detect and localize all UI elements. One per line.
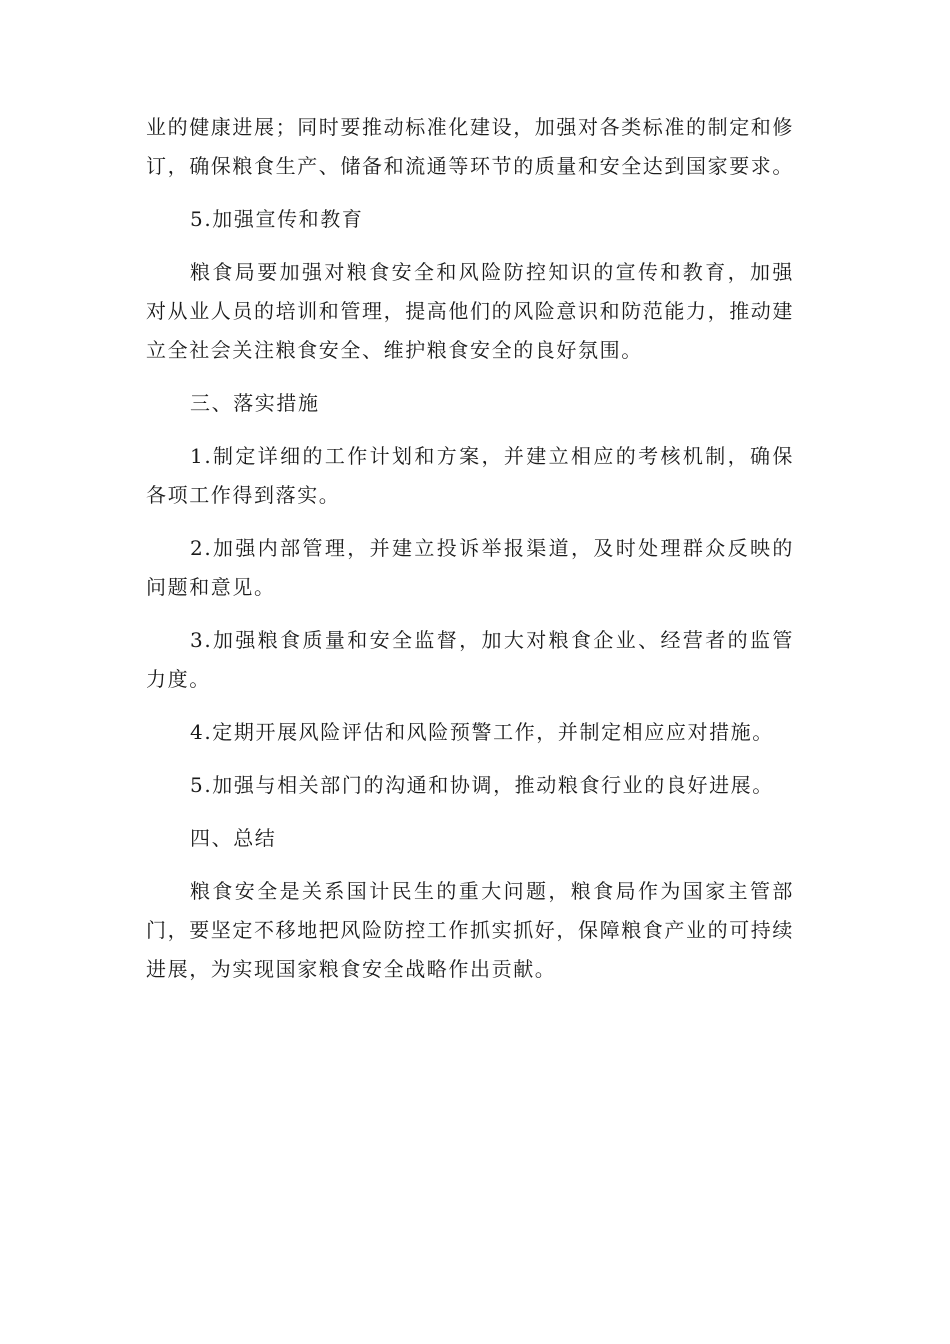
- paragraph-continued: 业的健康进展；同时要推动标准化建设，加强对各类标准的制定和修订，确保粮食生产、储备和流通等环节的质量和安全达到国家要求。: [146, 115, 794, 178]
- document-body: [146, 108, 794, 989]
- section-heading-implementation: 三、落实措施: [190, 391, 320, 415]
- measure-item-2: 2.加强内部管理，并建立投诉举报渠道，及时处理群众反映的问题和意见。: [146, 536, 794, 599]
- subheading-publicity-education: 5.加强宣传和教育: [190, 207, 364, 231]
- measure-item-1: 1.制定详细的工作计划和方案，并建立相应的考核机制，确保各项工作得到落实。: [146, 444, 794, 507]
- section-heading-summary: 四、总结: [190, 826, 277, 850]
- measure-item-5: 5.加强与相关部门的沟通和协调，推动粮食行业的良好进展。: [190, 773, 774, 797]
- paragraph-publicity: 粮食局要加强对粮食安全和风险防控知识的宣传和教育，加强对从业人员的培训和管理，提高他们的风险意识和防范能力，推动建立全社会关注粮食安全、维护粮食安全的良好氛围。: [146, 260, 794, 362]
- measure-item-4: 4.定期开展风险评估和风险预警工作，并制定相应应对措施。: [190, 720, 774, 744]
- measure-item-3: 3.加强粮食质量和安全监督，加大对粮食企业、经营者的监管力度。: [146, 628, 794, 691]
- paragraph-summary: 粮食安全是关系国计民生的重大问题，粮食局作为国家主管部门，要坚定不移地把风险防控工作抓实抓好，保障粮食产业的可持续进展，为实现国家粮食安全战略作出贡献。: [146, 879, 794, 981]
